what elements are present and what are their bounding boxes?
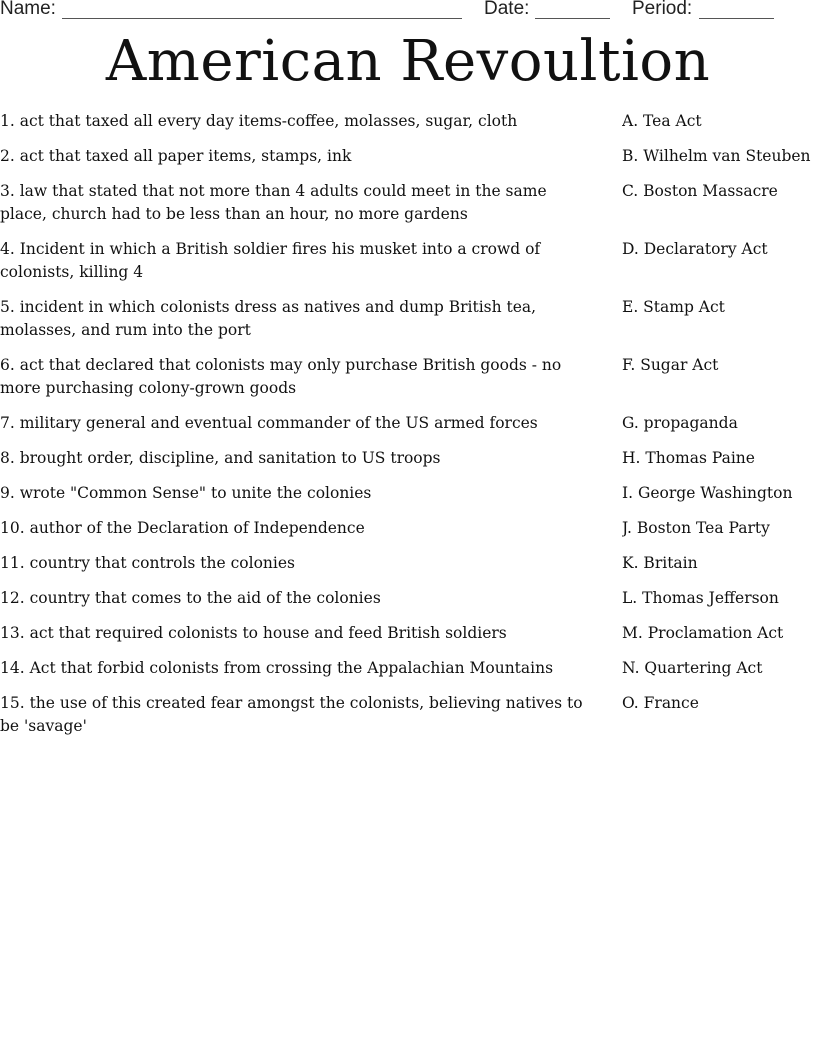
matching-row — [0, 657, 816, 680]
question-text: 13. act that required colonists to house and feed British soldiers — [0, 624, 507, 642]
question-text: 15. the use of this created fear amongst the colonists, believing natives to be 'savage' — [0, 694, 583, 735]
answer-option: O. France — [622, 694, 699, 712]
date-blank — [535, 18, 610, 19]
answer-option: N. Quartering Act — [622, 659, 763, 677]
page-title: American Revoultion — [105, 29, 711, 94]
question-text: 14. Act that forbid colonists from crossing the Appalachian Mountains — [0, 659, 554, 677]
matching-row — [0, 622, 816, 645]
matching-row — [0, 517, 816, 540]
matching-row — [0, 447, 816, 470]
question-text: 4. Incident in which a British soldier fires his musket into a crowd of colonists, killing 4 — [0, 240, 541, 281]
answer-option: I. George Washington — [622, 484, 793, 502]
date-label: Date: — [484, 0, 530, 19]
question-text: 2. act that taxed all paper items, stamps, ink — [0, 147, 352, 165]
matching-row — [0, 296, 816, 342]
question-text: 10. author of the Declaration of Independence — [0, 519, 365, 537]
question-text: 11. country that controls the colonies — [0, 554, 295, 572]
matching-row — [0, 692, 816, 738]
period-label: Period: — [632, 0, 693, 19]
question-text: 12. country that comes to the aid of the colonies — [0, 589, 381, 607]
answer-option: C. Boston Massacre — [622, 182, 778, 200]
matching-row — [0, 482, 816, 505]
matching-list — [0, 110, 816, 750]
matching-row — [0, 587, 816, 610]
matching-row — [0, 110, 816, 133]
question-text: 8. brought order, discipline, and sanitation to US troops — [0, 449, 441, 467]
matching-row — [0, 145, 816, 168]
answer-option: H. Thomas Paine — [622, 449, 755, 467]
answer-option: G. propaganda — [622, 414, 738, 432]
matching-row — [0, 238, 816, 284]
answer-option: E. Stamp Act — [622, 298, 725, 316]
matching-row — [0, 412, 816, 435]
matching-row — [0, 180, 816, 226]
answer-option: A. Tea Act — [622, 112, 702, 130]
question-text: 9. wrote "Common Sense" to unite the colonies — [0, 484, 372, 502]
period-blank — [699, 18, 774, 19]
question-text: 1. act that taxed all every day items-coffee, molasses, sugar, cloth — [0, 112, 518, 130]
answer-option: M. Proclamation Act — [622, 624, 784, 642]
question-text: 6. act that declared that colonists may only purchase British goods - no more purchasing colony-grown goods — [0, 356, 562, 397]
answer-option: D. Declaratory Act — [622, 240, 768, 258]
answer-option: K. Britain — [622, 554, 698, 572]
question-text: 5. incident in which colonists dress as natives and dump British tea, molasses, and rum into the port — [0, 298, 537, 339]
matching-row — [0, 552, 816, 575]
name-label: Name: — [0, 0, 56, 19]
name-blank — [62, 18, 462, 19]
question-text: 3. law that stated that not more than 4 adults could meet in the same place, church had to be less than an hour, no more gardens — [0, 182, 547, 223]
answer-option: J. Boston Tea Party — [622, 519, 770, 537]
worksheet-header — [0, 0, 816, 24]
answer-option: L. Thomas Jefferson — [622, 589, 779, 607]
answer-option: F. Sugar Act — [622, 356, 719, 374]
answer-option: B. Wilhelm van Steuben — [622, 147, 811, 165]
matching-row — [0, 354, 816, 400]
question-text: 7. military general and eventual commander of the US armed forces — [0, 414, 538, 432]
